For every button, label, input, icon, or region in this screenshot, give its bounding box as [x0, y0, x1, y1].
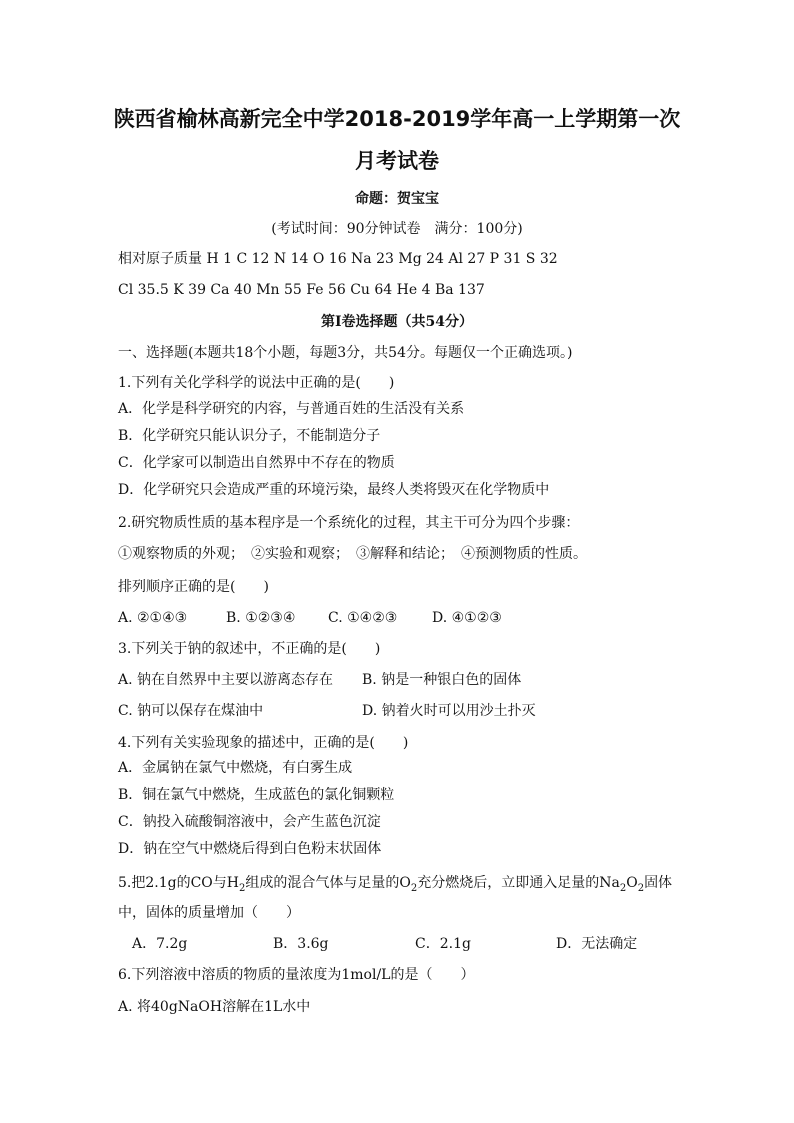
q5-stem-line2: 中，固体的质量增加（ ） [118, 905, 300, 921]
q1-option-d: D．化学研究只会造成严重的环境污染，最终人类将毁灭在化学物质中 [118, 482, 550, 498]
q5-option-c: C．2.1g [415, 936, 471, 952]
q3-options-row1 [118, 671, 678, 689]
q4-option-b: B．铜在氯气中燃烧，生成蓝色的氯化铜颗粒 [118, 787, 395, 803]
exam-title-line1: 陕西省榆林高新完全中学2018-2019学年高一上学期第一次 [113, 107, 681, 131]
section-instructions: 一、选择题(本题共18个小题，每题3分，共54分。每题仅一个正确选项。) [118, 345, 573, 361]
atomic-mass-line2: Cl 35.5 K 39 Ca 40 Mn 55 Fe 56 Cu 64 He 4 Ba 137 [118, 282, 485, 298]
q1-stem: 1.下列有关化学科学的说法中正确的是( ) [118, 375, 395, 391]
q3-option-d: D. 钠着火时可以用沙土扑灭 [362, 703, 536, 719]
q4-option-d: D．钠在空气中燃烧后得到白色粉末状固体 [118, 841, 382, 857]
q1-option-c: C．化学家可以制造出自然界中不存在的物质 [118, 455, 395, 471]
q2-steps: ①观察物质的外观； ②实验和观察； ③解释和结论； ④预测物质的性质。 [118, 546, 587, 562]
exam-info: (考试时间：90分钟试卷 满分：100分) [271, 221, 523, 237]
q4-option-a: A．金属钠在氯气中燃烧，有白雾生成 [118, 760, 353, 776]
q1-option-a: A．化学是科学研究的内容，与普通百姓的生活没有关系 [118, 401, 465, 417]
q3-stem: 3.下列关于钠的叙述中，不正确的是( ) [118, 641, 381, 657]
q2-options [118, 609, 678, 627]
author-line: 命题：贺宝宝 [355, 191, 439, 207]
q3-options-row2 [118, 702, 678, 720]
q4-stem: 4.下列有关实验现象的描述中，正确的是( ) [118, 735, 409, 751]
q6-stem: 6.下列溶液中溶质的物质的量浓度为1mol/L的是（ ） [118, 967, 475, 983]
q5-options [132, 935, 692, 953]
exam-title-line2: 月考试卷 [355, 149, 439, 173]
q4-option-c: C．钠投入硫酸铜溶液中，会产生蓝色沉淀 [118, 814, 381, 830]
q2-option-b: B. ①②③④ [226, 610, 296, 626]
q5-option-a: A．7.2g [132, 936, 188, 952]
atomic-mass-line1: 相对原子质量 H 1 C 12 N 14 O 16 Na 23 Mg 24 Al 27 P 31 S 32 [118, 251, 558, 267]
q5-option-d: D．无法确定 [556, 936, 638, 952]
q5-option-b: B．3.6g [273, 936, 329, 952]
q5-stem-line1: 5.把2.1g的CO与$H_2$组成的混合气体与足量的$O_2$充分燃烧后，立即通入足量的$Na_2O_2$固体 [118, 875, 673, 894]
q2-stem: 2.研究物质性质的基本程序是一个系统化的过程，其主干可分为四个步骤： [118, 515, 580, 531]
q2-option-c: C. ①④②③ [328, 610, 398, 626]
q3-option-a: A. 钠在自然界中主要以游离态存在 [118, 672, 334, 688]
q6-option-a: A. 将40gNaOH溶解在1L水中 [118, 999, 311, 1015]
q2-option-d: D. ④①②③ [432, 610, 502, 626]
q2-option-a: A. ②①④③ [118, 610, 188, 626]
q3-option-b: B. 钠是一种银白色的固体 [362, 672, 522, 688]
q2-sub: 排列顺序正确的是( ) [118, 579, 269, 595]
q1-option-b: B．化学研究只能认识分子，不能制造分子 [118, 428, 381, 444]
q3-option-c: C. 钠可以保存在煤油中 [118, 703, 264, 719]
section-title: 第Ⅰ卷选择题（共54分） [320, 314, 474, 330]
